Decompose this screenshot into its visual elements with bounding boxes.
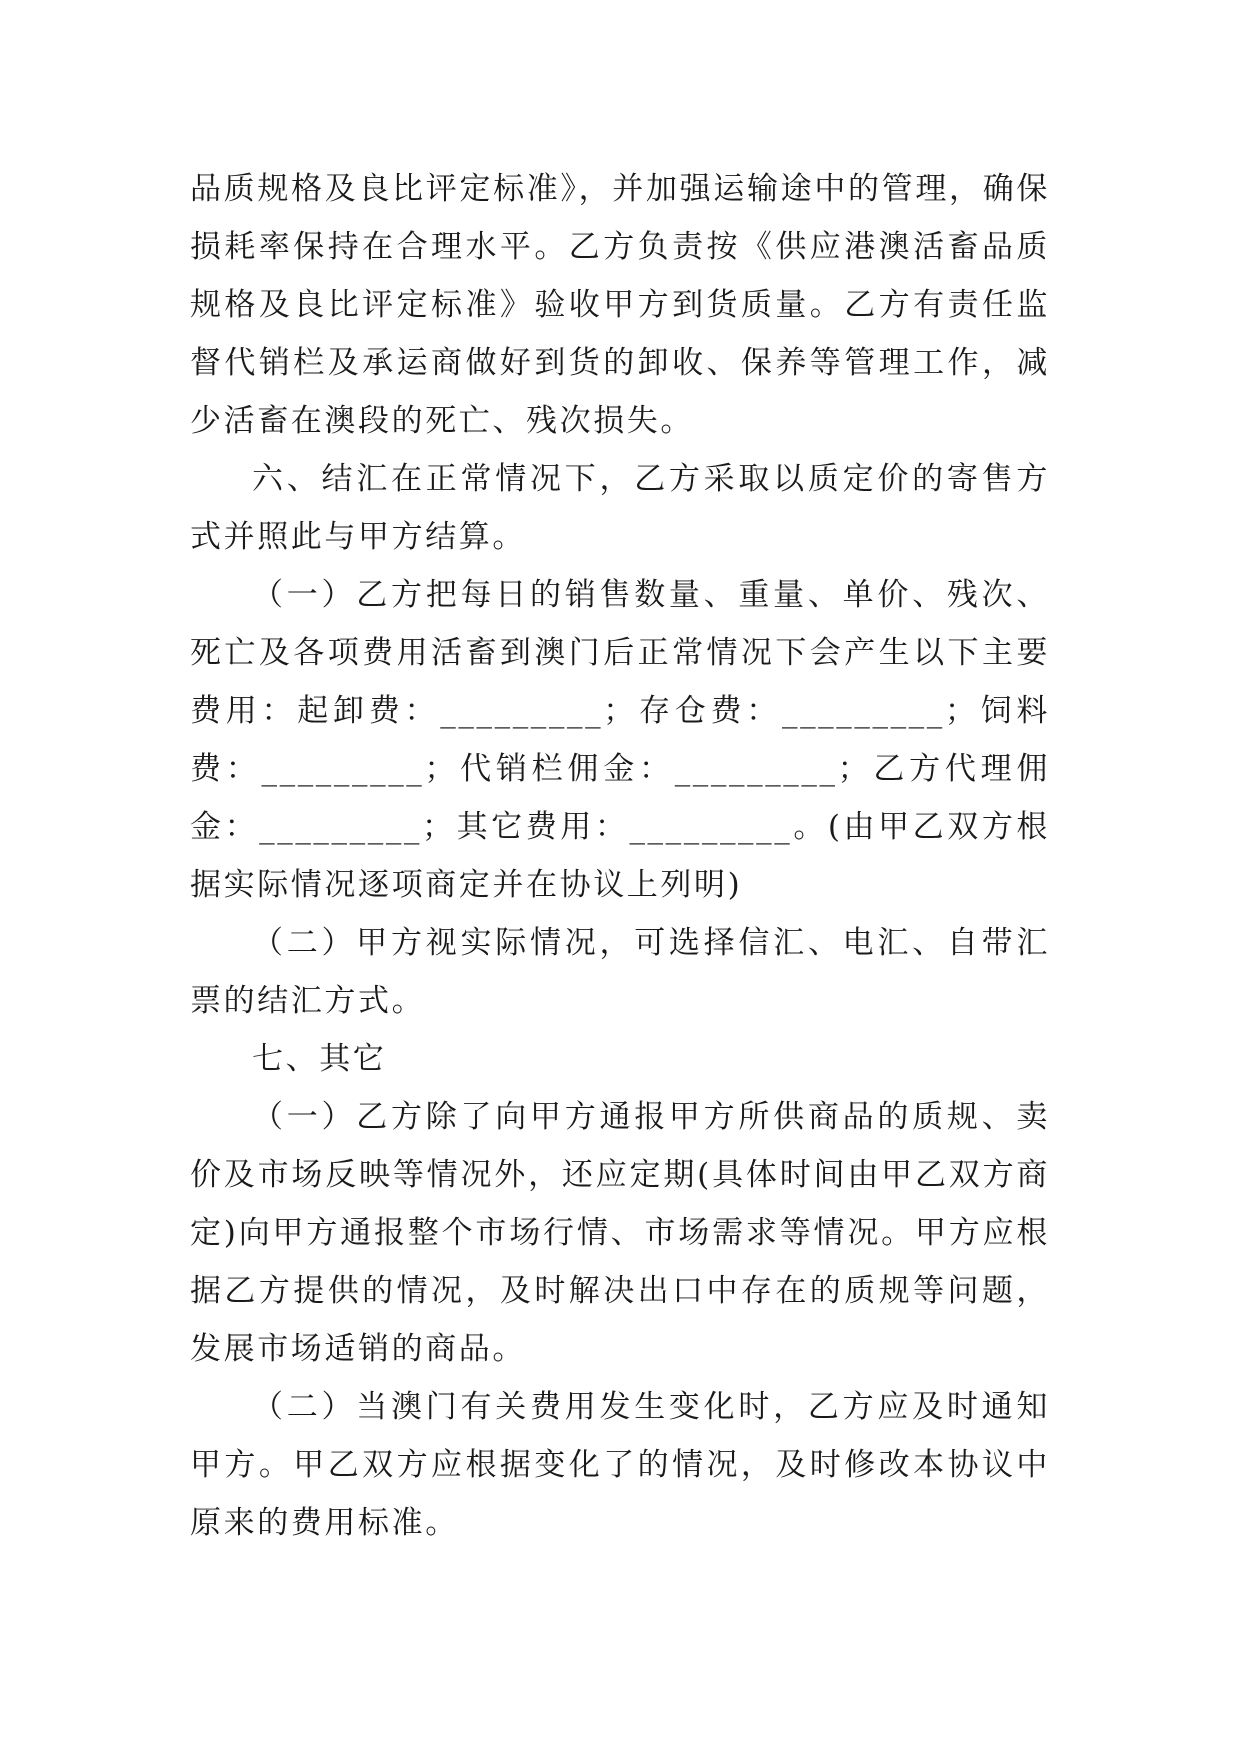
heading-section-7-other: 七、其它 xyxy=(252,1041,387,1077)
paragraph-quality-inspection: 品质规格及良比评定标准》，并加强运输途中的管理，确保损耗率保持在合理水平。乙方负责按《供应港澳活畜品质规格及良比评定标准》验收甲方到货质量。乙方有责任监督代销栏及承运商做好到货的卸收、保养等管理工作，减少活畜在澳段的死亡、残次损失。 xyxy=(190,171,1050,439)
paragraph-7-2-fee-changes: （二）当澳门有关费用发生变化时，乙方应及时通知甲方。甲乙双方应根据变化了的情况，及时修改本协议中原来的费用标准。 xyxy=(190,1389,1050,1541)
document-body xyxy=(190,160,1050,1552)
paragraph-6-1-fees: （一）乙方把每日的销售数量、重量、单价、残次、死亡及各项费用活畜到澳门后正常情况下会产生以下主要费用：起卸费：_________；存仓费：_________；饲料费：_________；代销栏佣金：_________；乙方代理佣金：_________；其它费用：_________。(由甲乙双方根据实际情况逐项商定并在协议上列明) xyxy=(190,577,1050,903)
paragraph-7-1-market-report: （一）乙方除了向甲方通报甲方所供商品的质规、卖价及市场反映等情况外，还应定期(具体时间由甲乙双方商定)向甲方通报整个市场行情、市场需求等情况。甲方应根据乙方提供的情况，及时解决出口中存在的质规等问题，发展市场适销的商品。 xyxy=(190,1099,1050,1367)
paragraph-6-2-remittance: （二）甲方视实际情况，可选择信汇、电汇、自带汇票的结汇方式。 xyxy=(190,925,1050,1019)
paragraph-section-6-settlement: 六、结汇在正常情况下，乙方采取以质定价的寄售方式并照此与甲方结算。 xyxy=(190,461,1050,555)
